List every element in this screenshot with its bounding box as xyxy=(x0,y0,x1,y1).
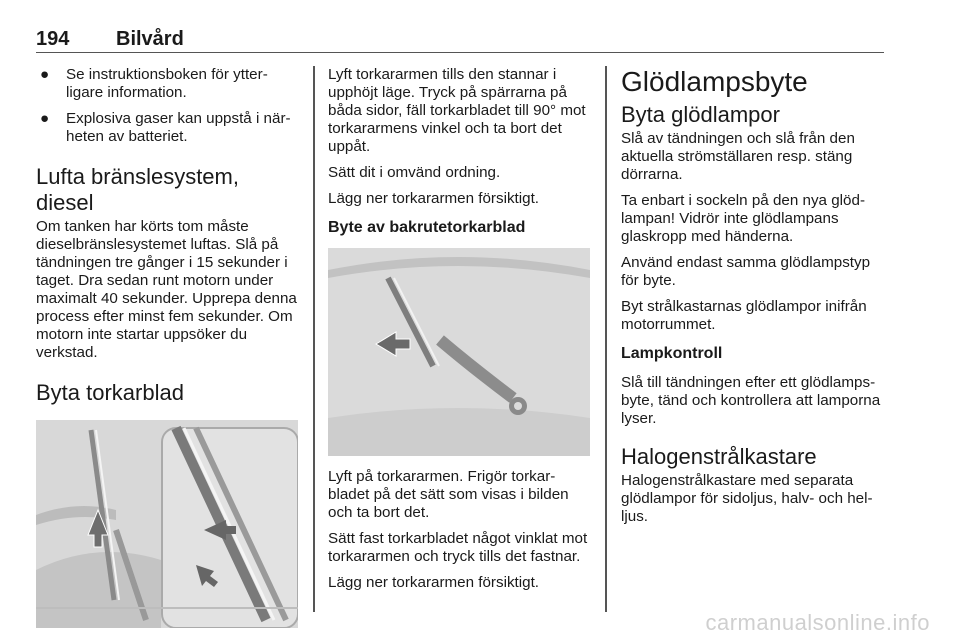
paragraph-lamp-check: Slå till tändningen efter ett glödlampsbyte, tänd och kontrollera att lamporna lyser. xyxy=(621,374,881,427)
paragraph-ignition-off: Slå av tändningen och slå från den aktuella strömställaren resp. stäng dörrarna. xyxy=(621,130,855,183)
paragraph-release-blade: Lyft på torkararmen. Frigör torkarbladet på det sätt som visas i bilden och ta bort det. xyxy=(328,468,569,521)
bullet-dot-icon: ● xyxy=(40,66,50,83)
watermark: carmanualsonline.info xyxy=(705,610,930,635)
paragraph-lower-arm: Lägg ner torkararmen försiktigt. xyxy=(328,190,540,207)
column-divider-2 xyxy=(605,66,607,612)
column-divider-1 xyxy=(313,66,315,612)
bullet-item: ● Se instruktionsboken för ytterligare information. xyxy=(40,66,268,101)
rear-wiper-image xyxy=(328,248,590,456)
rear-wiper-illustration xyxy=(328,248,590,456)
heading-byta-glodlampor: Byta glödlampor xyxy=(621,102,780,127)
paragraph-halogen: Halogenstrålkastare med separata glödlampor för sidoljus, halv- och helljus. xyxy=(621,472,873,525)
column-2 xyxy=(328,66,590,600)
bullet-item: ● Explosiva gaser kan uppstå i närheten av batteriet. xyxy=(40,110,291,145)
paragraph-engine-bay: Byt strålkastarnas glödlampor inifrån motorrummet. xyxy=(621,298,867,333)
wiper-blade-image xyxy=(36,420,298,628)
heading-glodlampsbyte: Glödlampsbyte xyxy=(621,66,808,97)
heading-lampkontroll: Lampkontroll xyxy=(621,345,723,362)
paragraph-socket: Ta enbart i sockeln på den nya glödlampan! Vidrör inte glödlampans glaskropp med händerna. xyxy=(621,192,866,245)
heading-rear-wiper: Byte av bakrutetorkarblad xyxy=(328,219,526,236)
column-1 xyxy=(36,66,298,628)
paragraph-reverse: Sätt dit i omvänd ordning. xyxy=(328,164,501,181)
wiper-blade-illustration xyxy=(36,420,298,628)
heading-byta-torkarblad: Byta torkarblad xyxy=(36,380,184,405)
paragraph-lufta: Om tanken har körts tom måste dieselbränslesystemet luftas. Slå på tändningen tre gånger i 15 sekunder i taget. Dra sedan runt motorn under maximalt 40 sekunder. Upprepa denna process efter minst fem sekunder. Om motorn inte startar uppsöker du verkstad. xyxy=(36,218,297,361)
column-3 xyxy=(621,66,887,534)
chapter-title: Bilvård xyxy=(116,28,184,50)
paragraph-same-type: Använd endast samma glödlampstyp för byte. xyxy=(621,254,871,289)
page-number: 194 xyxy=(36,28,70,50)
paragraph-lower-arm-2: Lägg ner torkararmen försiktigt. xyxy=(328,574,540,591)
heading-lufta: Lufta bränslesystem, diesel xyxy=(36,164,239,215)
page-header xyxy=(36,28,884,53)
bullet-dot-icon: ● xyxy=(40,110,50,127)
paragraph-wiper-lift: Lyft torkararmen tills den stannar i upphöjt läge. Tryck på spärrarna på båda sidor, fäll torkarbladet till 90° mot torkararmens vinkel och ta bort det uppåt. xyxy=(328,66,586,155)
paragraph-attach-blade: Sätt fast torkarbladet något vinklat mot torkararmen och tryck tills det fastnar. xyxy=(328,530,588,565)
heading-halogen: Halogenstrålkastare xyxy=(621,444,817,469)
